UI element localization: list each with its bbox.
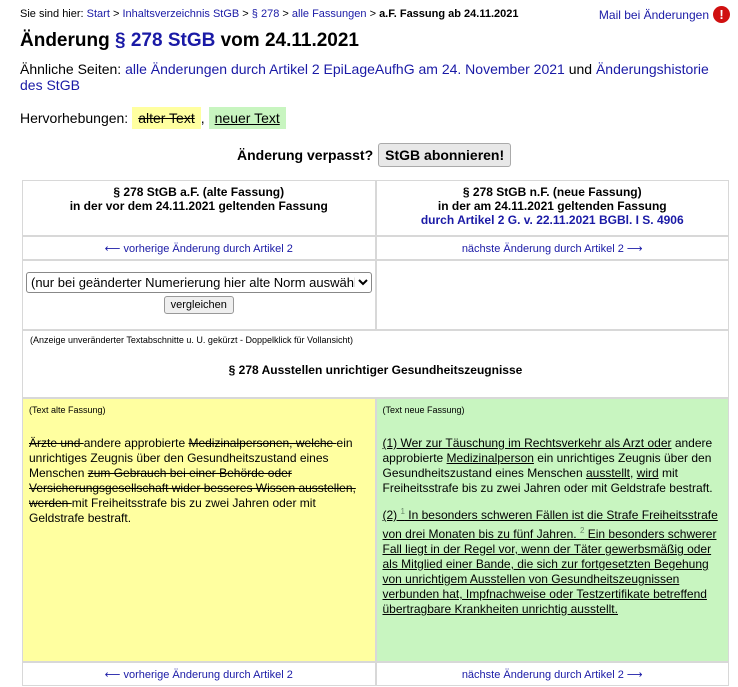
- new-text-paragraph-2: [383, 504, 723, 617]
- compare-button[interactable]: vergleichen: [164, 296, 234, 314]
- section-heading-cell: [22, 330, 729, 398]
- paragraph-number: (2): [382, 508, 401, 522]
- alert-icon[interactable]: !: [713, 6, 730, 23]
- breadcrumb-prefix: Sie sind hier:: [20, 8, 84, 20]
- unchanged-text: ein unrichtiges Zeugnis über den Gesundheitszustand eines Menschen: [29, 436, 353, 480]
- mail-on-changes-link[interactable]: Mail bei Änderungen: [598, 7, 709, 22]
- old-version-title: § 278 StGB a.F. (alte Fassung): [113, 185, 285, 199]
- display-note: (Anzeige unveränderter Textabschnitte u. U. gekürzt - Doppelklick für Vollansicht): [30, 335, 353, 345]
- page-title: [20, 30, 359, 52]
- old-text-label: (Text alte Fassung): [29, 405, 106, 415]
- inserted-text: Ein besonders schwerer Fall liegt in der Regel vor, wenn der Täter gewerbsmäßig oder als Mitglied einer Bande, die sich zur fortgesetzten Begehung von unrichtigem Ausstellen von Gesundheitszeugnissen verbunden hat, Impfnachweise oder Testzertifikate betreffend übertragbare Krankheiten unrichtig ausstellt.: [382, 527, 717, 616]
- unchanged-text: mit Freiheitsstrafe bis zu zwei Jahren oder mit Geldstrafe bestraft.: [382, 466, 713, 495]
- compare-controls-empty: [376, 260, 730, 330]
- nav-cell-bottom-right: [376, 662, 730, 686]
- subscribe-bar: [237, 143, 511, 167]
- breadcrumb-start-link[interactable]: Start: [86, 8, 110, 20]
- sentence-number: 1: [400, 507, 405, 516]
- breadcrumb-separator: >: [242, 8, 249, 20]
- breadcrumb: [20, 8, 518, 20]
- old-text-cell: [22, 398, 376, 662]
- nav-cell-top-left: [22, 236, 376, 260]
- similar-history-link[interactable]: Änderungshistorie des StGB: [20, 61, 709, 93]
- breadcrumb-separator: >: [369, 8, 376, 20]
- subscribe-question: Änderung verpasst?: [237, 147, 374, 163]
- new-text-cell: [376, 398, 730, 662]
- section-title: § 278 Ausstellen unrichtiger Gesundheitszeugnisse: [228, 363, 523, 377]
- legend-old-text: alter Text: [132, 107, 201, 129]
- legend-comma: ,: [200, 110, 205, 126]
- deleted-text: Ärzte und: [29, 436, 84, 450]
- inserted-text: (1) Wer zur Täuschung im Rechtsverkehr als Arzt oder: [382, 436, 672, 450]
- new-version-header: [376, 180, 730, 236]
- nav-cell-top-right: [376, 236, 730, 260]
- inserted-text: ausstellt: [585, 466, 630, 480]
- subscribe-button[interactable]: StGB abonnieren!: [378, 143, 511, 167]
- highlights-legend: [20, 107, 286, 129]
- comparison-table: [22, 180, 729, 686]
- unchanged-text: andere approbierte: [382, 436, 713, 465]
- highlights-label: Hervorhebungen:: [20, 110, 129, 126]
- inserted-text: Medizinalperson: [446, 451, 534, 465]
- sentence-number: 2: [579, 526, 585, 535]
- old-version-validity: in der vor dem 24.11.2021 geltenden Fassung: [69, 199, 328, 213]
- new-text-label: (Text neue Fassung): [382, 405, 465, 415]
- similar-pages: [20, 61, 725, 93]
- deleted-text: zum Gebrauch bei einer Behörde oder Versicherungsgesellschaft wider besseres Wissen ausstellen, werden: [29, 466, 356, 510]
- unchanged-text: ein unrichtiges Zeugnis über den Gesundheitszustand eines Menschen: [382, 451, 712, 480]
- old-version-header: [22, 180, 376, 236]
- nav-cell-bottom-left: [22, 662, 376, 686]
- prev-change-link-bottom[interactable]: ⟵ vorherige Änderung durch Artikel 2: [104, 669, 293, 681]
- breadcrumb-current: a.F. Fassung ab 24.11.2021: [379, 8, 519, 20]
- breadcrumb-all-versions-link[interactable]: alle Fassungen: [291, 8, 367, 20]
- unchanged-text: mit Freiheitsstrafe bis zu zwei Jahren oder mit Geldstrafe bestraft.: [29, 496, 316, 525]
- legend-new-text: neuer Text: [209, 107, 286, 129]
- unchanged-text: andere approbierte: [83, 436, 189, 450]
- old-text-paragraph: [29, 436, 369, 526]
- page-title-suffix: vom 24.11.2021: [220, 30, 359, 51]
- compare-controls: [22, 260, 376, 330]
- next-change-link[interactable]: nächste Änderung durch Artikel 2 ⟶: [461, 243, 643, 255]
- page-title-prefix: Änderung: [20, 30, 110, 51]
- breadcrumb-section-link[interactable]: § 278: [251, 8, 280, 20]
- similar-and: und: [568, 61, 593, 77]
- breadcrumb-toc-link[interactable]: Inhaltsverzeichnis StGB: [122, 8, 240, 20]
- similar-pages-label: Ähnliche Seiten:: [20, 61, 122, 77]
- breadcrumb-separator: >: [112, 8, 120, 20]
- mail-on-changes[interactable]: [599, 6, 730, 23]
- page-title-law-link[interactable]: § 278 StGB: [115, 30, 216, 51]
- next-change-link-bottom[interactable]: nächste Änderung durch Artikel 2 ⟶: [461, 669, 643, 681]
- new-version-validity: in der am 24.11.2021 geltenden Fassung: [437, 199, 667, 213]
- deleted-text: Medizinalpersonen, welche: [188, 436, 337, 450]
- inserted-text: In besonders schweren Fällen ist die Strafe Freiheitsstrafe von drei Monaten bis zu fünf Jahren.: [382, 508, 718, 541]
- new-version-title: § 278 StGB n.F. (neue Fassung): [462, 185, 642, 199]
- similar-all-changes-link[interactable]: alle Änderungen durch Artikel 2 EpiLageAufhG am 24. November 2021: [125, 61, 565, 77]
- prev-change-link[interactable]: ⟵ vorherige Änderung durch Artikel 2: [104, 243, 293, 255]
- new-text-paragraph-1: [383, 436, 723, 496]
- old-norm-select[interactable]: [26, 272, 372, 293]
- inserted-text: wird: [636, 466, 659, 480]
- new-version-source-link[interactable]: durch Artikel 2 G. v. 22.11.2021 BGBl. I S. 4906: [420, 213, 684, 227]
- unchanged-text: ,: [630, 466, 637, 480]
- breadcrumb-separator: >: [282, 8, 289, 20]
